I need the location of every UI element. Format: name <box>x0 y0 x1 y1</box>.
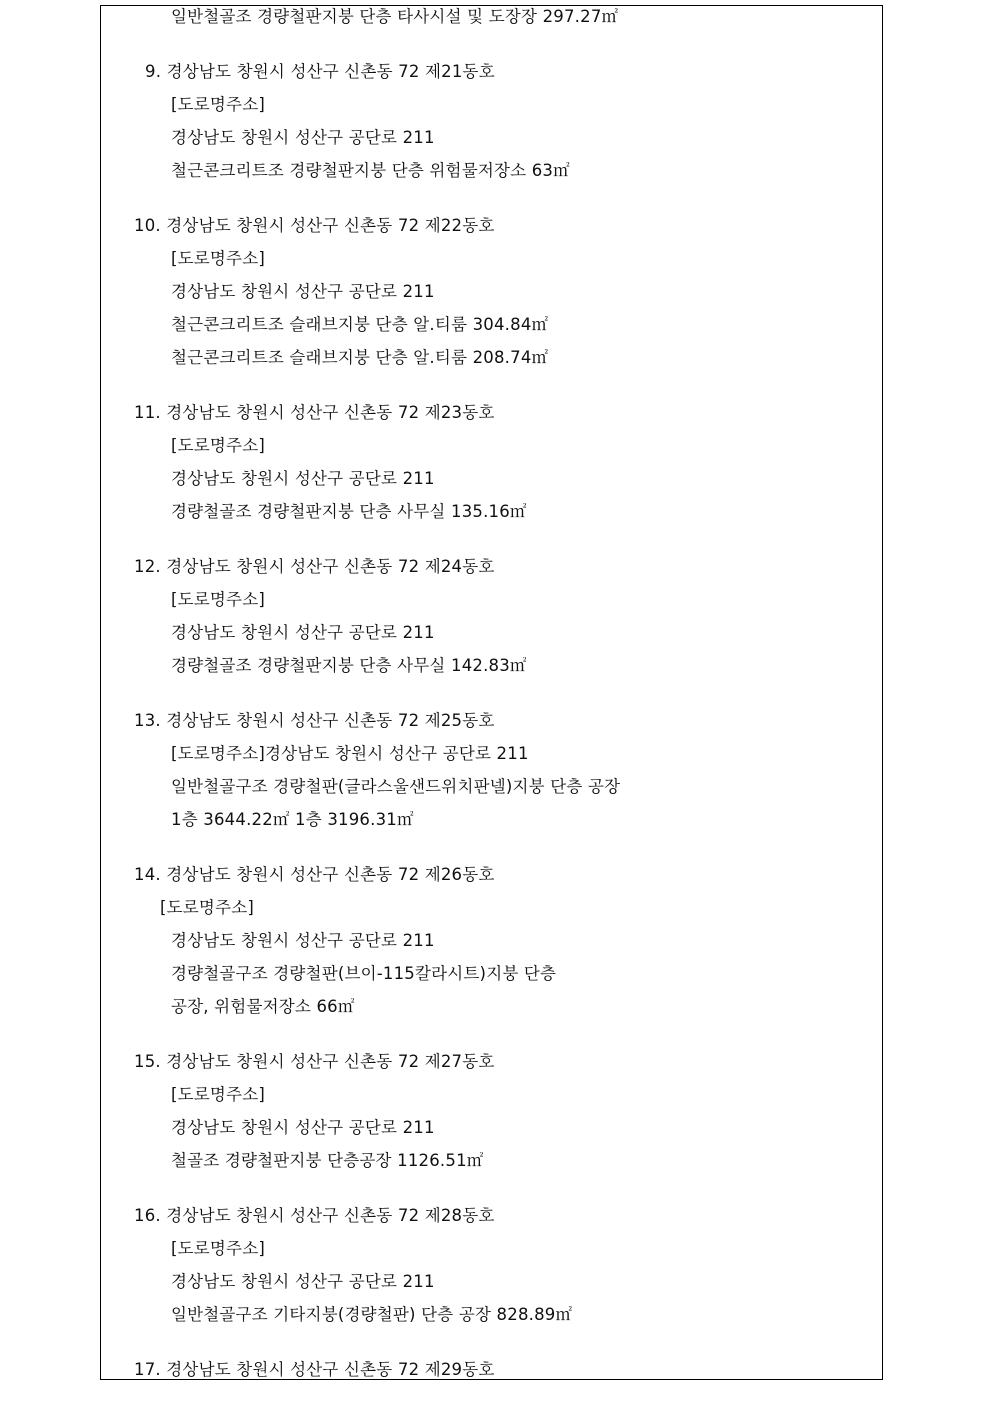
document-frame <box>100 5 883 1380</box>
entry-heading: 10. 경상남도 창원시 성산구 신촌동 72 제22동호 <box>134 216 495 235</box>
road-address: 경상남도 창원시 성산구 공단로 211 <box>171 623 435 642</box>
road-address-label: [도로명주소] <box>171 1239 265 1258</box>
building-description: 경량철골구조 경량철판(브이-115칼라시트)지붕 단층 <box>171 964 557 983</box>
building-description: 일반철골구조 기타지붕(경량철판) 단층 공장 828.89㎡ <box>171 1305 573 1324</box>
road-address: 경상남도 창원시 성산구 공단로 211 <box>171 282 435 301</box>
road-address: 경상남도 창원시 성산구 공단로 211 <box>171 1118 435 1137</box>
road-address-label: [도로명주소] <box>160 898 254 917</box>
entry-heading: 14. 경상남도 창원시 성산구 신촌동 72 제26동호 <box>134 865 495 884</box>
road-address-label: [도로명주소] <box>171 249 265 268</box>
entry-heading: 13. 경상남도 창원시 성산구 신촌동 72 제25동호 <box>134 711 495 730</box>
entry-heading: 17. 경상남도 창원시 성산구 신촌동 72 제29동호 <box>134 1360 495 1379</box>
entry-heading: 15. 경상남도 창원시 성산구 신촌동 72 제27동호 <box>134 1052 495 1071</box>
road-address: 경상남도 창원시 성산구 공단로 211 <box>171 128 435 147</box>
entry-heading: 11. 경상남도 창원시 성산구 신촌동 72 제23동호 <box>134 403 495 422</box>
building-description: 철골조 경량철판지붕 단층공장 1126.51㎡ <box>171 1151 484 1170</box>
road-address: [도로명주소]경상남도 창원시 성산구 공단로 211 <box>171 744 529 763</box>
road-address: 경상남도 창원시 성산구 공단로 211 <box>171 1272 435 1291</box>
building-description: 철근콘크리트조 경량철판지붕 단층 위험물저장소 63㎡ <box>171 161 570 180</box>
road-address-label: [도로명주소] <box>171 590 265 609</box>
building-description: 1층 3644.22㎡ 1층 3196.31㎡ <box>171 810 414 829</box>
entry-heading: 12. 경상남도 창원시 성산구 신촌동 72 제24동호 <box>134 557 495 576</box>
road-address-label: [도로명주소] <box>171 436 265 455</box>
road-address: 경상남도 창원시 성산구 공단로 211 <box>171 469 435 488</box>
text-line: 일반철골조 경량철판지붕 단층 타사시설 및 도장장 297.27㎡ <box>171 7 619 26</box>
building-description: 일반철골구조 경량철판(글라스울샌드위치판넬)지붕 단층 공장 <box>171 777 621 796</box>
road-address-label: [도로명주소] <box>171 95 265 114</box>
road-address-label: [도로명주소] <box>171 1085 265 1104</box>
building-description: 공장, 위험물저장소 66㎡ <box>171 997 355 1016</box>
building-description: 철근콘크리트조 슬래브지붕 단층 알.티룸 304.84㎡ <box>171 315 549 334</box>
building-description: 경량철골조 경량철판지붕 단층 사무실 142.83㎡ <box>171 656 527 675</box>
road-address: 경상남도 창원시 성산구 공단로 211 <box>171 931 435 950</box>
building-description: 경량철골조 경량철판지붕 단층 사무실 135.16㎡ <box>171 502 527 521</box>
building-description: 철근콘크리트조 슬래브지붕 단층 알.티룸 208.74㎡ <box>171 348 549 367</box>
entry-heading: 16. 경상남도 창원시 성산구 신촌동 72 제28동호 <box>134 1206 495 1225</box>
entry-heading: 9. 경상남도 창원시 성산구 신촌동 72 제21동호 <box>145 62 495 81</box>
